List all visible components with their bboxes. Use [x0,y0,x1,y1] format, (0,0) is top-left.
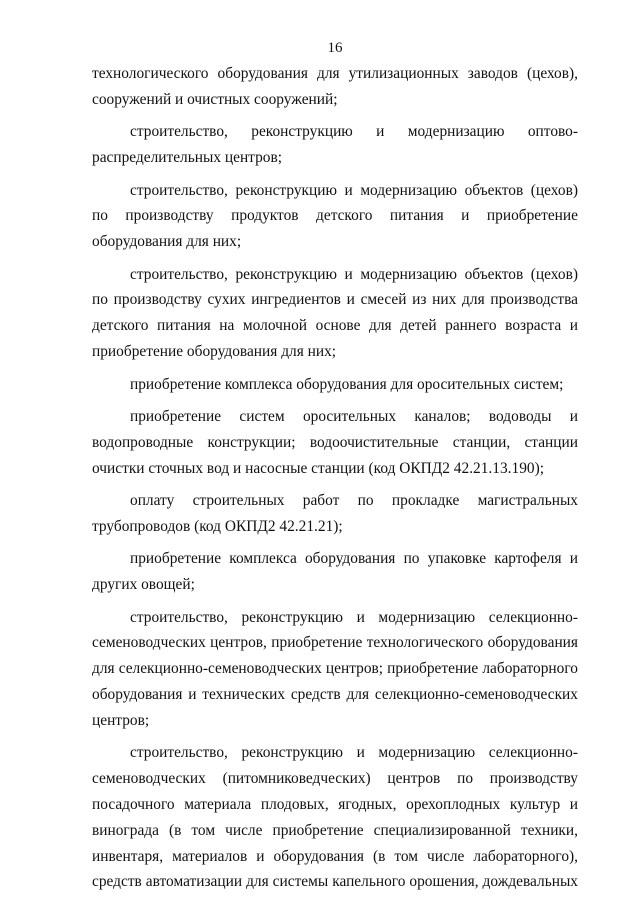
page-number: 16 [327,40,343,56]
paragraph-potato-packaging: приобретение комплекса оборудования по упаковке картофеля и других овощей; [92,550,578,594]
paragraph-seed-breeding-centers: строительство, реконструкцию и модернизацию селекционно-семеноводческих центров, приобретение технологического оборудования для селекционно-семеноводческих центров; приобретение лабораторного оборудования и технических средств для селекционно-семеноводческих центров; [92,608,578,729]
paragraph-dry-ingredients-facilities: строительство, реконструкцию и модернизацию объектов (цехов) по производству сухих ингредиентов и смесей из них для производства детского питания на молочной основе для детей раннего возраста и приобретение оборудования для них; [92,265,578,361]
body-text [92,61,578,902]
paragraph-pipeline-works: оплату строительных работ по прокладке магистральных трубопроводов (код ОКПД2 42.21.21); [92,492,578,535]
paragraph-continuation: технологического оборудования для утилизационных заводов (цехов), сооружений и очистных сооружений; [92,65,578,108]
paragraph-wholesale-centers: строительство, реконструкцию и модернизацию оптово-распределительных центров; [92,123,578,167]
paragraph-nursery-centers: строительство, реконструкцию и модернизацию селекционно-семеноводческих (питомниковедческих) центров по производству посадочного материала плодовых, ягодных, орехоплодных культур и винограда (в том числе приобретение специализированной техники, инвентаря, материалов и оборудования (в том числе лабораторного), средств автоматизации для системы капельного орошения, дождевальных [92,744,578,891]
paragraph-irrigation-equipment: приобретение комплекса оборудования для оросительных систем; [130,375,564,393]
paragraph-irrigation-channels: приобретение систем оросительных каналов; водоводы и водопроводные конструкции; водоочистительные станции, станции очистки сточных вод и насосные станции (код ОКПД2 42.21.13.190); [92,408,578,477]
paragraph-baby-food-facilities: строительство, реконструкцию и модернизацию объектов (цехов) по производству продуктов детского питания и приобретение оборудования для них; [92,181,578,251]
